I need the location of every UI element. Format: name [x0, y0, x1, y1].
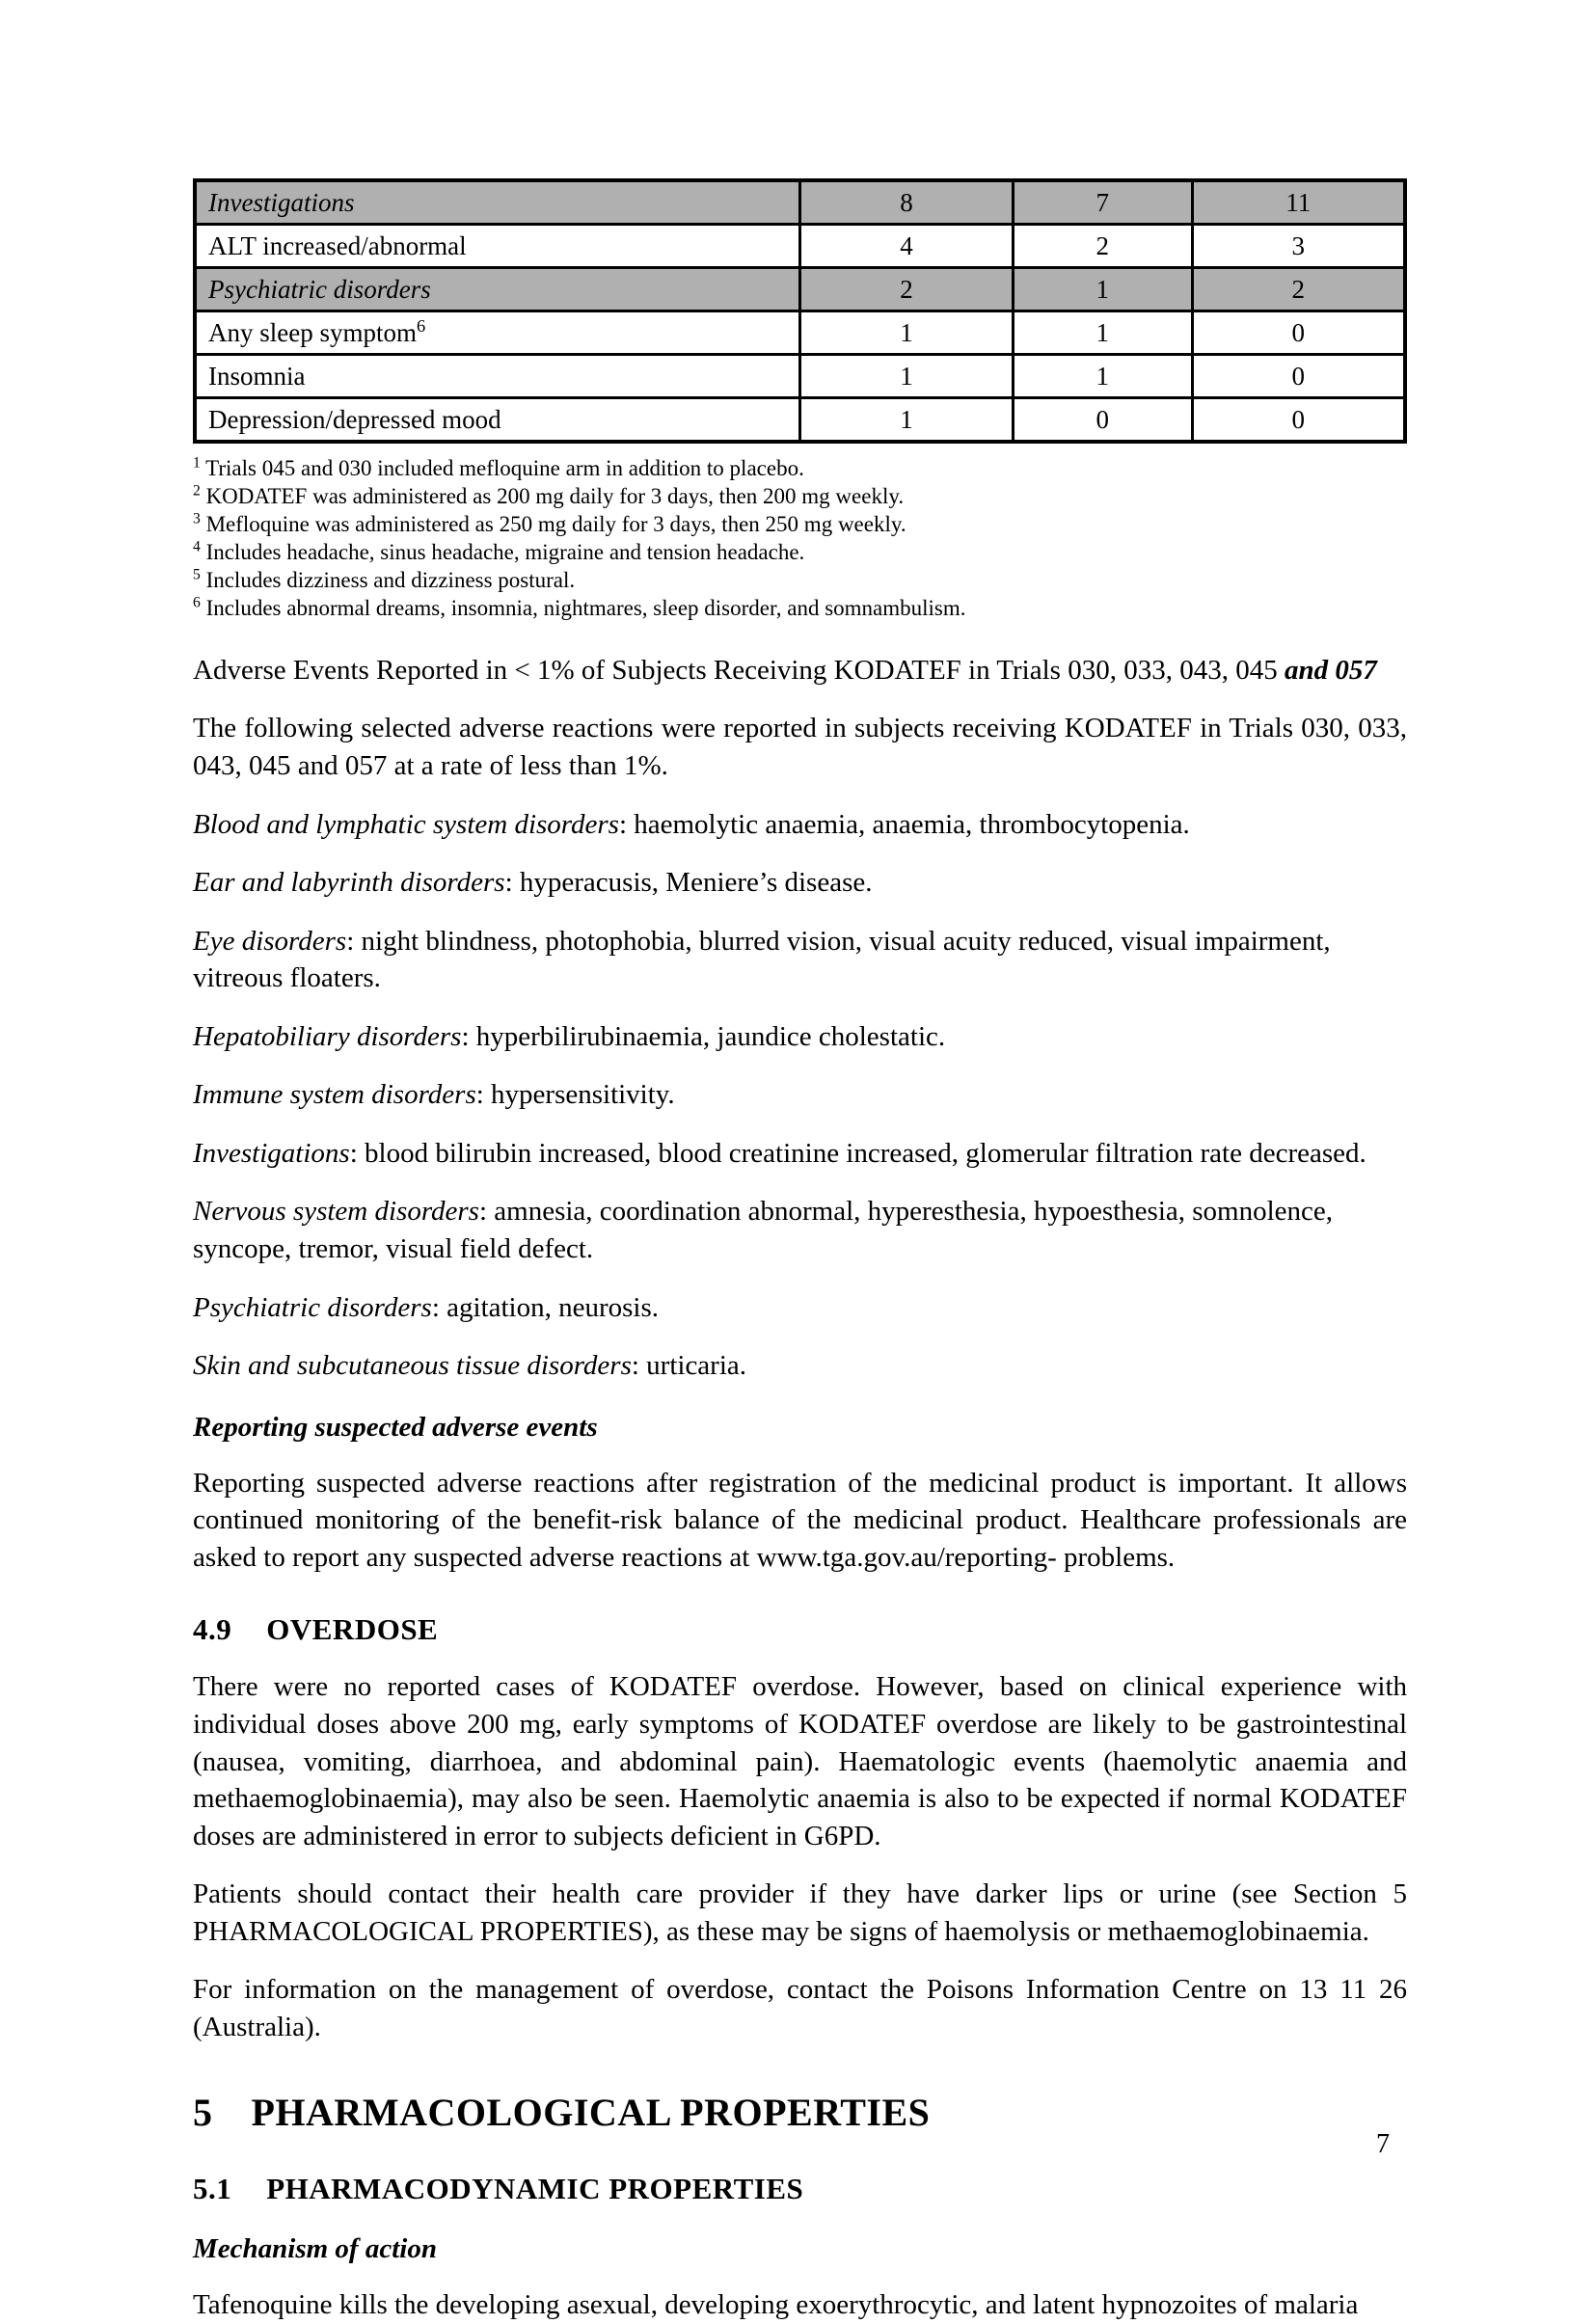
table-cell-value: 11 [1192, 180, 1405, 225]
footnote-marker: 5 [193, 566, 201, 583]
table-cell-value: 2 [800, 268, 1014, 311]
table-cell-value: 1 [1013, 355, 1192, 398]
table-footnotes [193, 455, 1407, 623]
disorder-lead: Investigations [193, 1137, 350, 1169]
disorder-paragraph: Ear and labyrinth disorders: hyperacusis, Meniere’s disease. [193, 867, 873, 899]
footnote-marker: 1 [193, 454, 201, 472]
footnote-marker: 2 [193, 482, 201, 500]
table-cell-value: 3 [1192, 225, 1405, 268]
disorder-lead: Eye disorders [193, 925, 347, 957]
disorder-lead: Skin and subcutaneous tissue disorders [193, 1350, 632, 1382]
disorder-lead: Immune system disorders [193, 1079, 476, 1111]
disorder-list [193, 806, 1407, 1385]
overdose-paragraph-2: Patients should contact their health care provider if they have darker lips or urine (see Section 5 PHARMACOLOGICAL PROPERTIES), as these may be signs of haemolysis or methaemoglobinaemia. [193, 1878, 1407, 1947]
section-5-1-number: 5.1 [193, 2172, 232, 2206]
reporting-suspected-paragraph: Reporting suspected adverse reactions after registration of the medicinal product is important. It allows continued monitoring of the benefit-risk balance of the medicinal product. Healthcare professionals are asked to report any suspected adverse reactions at www.tga.gov.au/reporting- problems. [193, 1467, 1407, 1573]
adverse-events-lt1-heading-main: Adverse Events Reported in < 1% of Subjects Receiving KODATEF in Trials 030, 033, 043, 045 [193, 654, 1285, 686]
table-row [195, 268, 1405, 311]
section-5-heading [193, 2090, 1407, 2135]
table-cell-value: 1 [800, 355, 1014, 398]
table-cell-value: 2 [1013, 225, 1192, 268]
mechanism-of-action-paragraph: Tafenoquine kills the developing asexual, developing exoerythrocytic, and latent hypnozoites of malaria [193, 2289, 1359, 2321]
table-cell-value: 1 [800, 398, 1014, 443]
footnote-marker: 4 [193, 538, 201, 555]
footnote-marker: 6 [417, 315, 426, 336]
section-4-9-title: OVERDOSE [266, 1612, 439, 1647]
reporting-suspected-heading: Reporting suspected adverse events [193, 1411, 598, 1443]
section-5-title: PHARMACOLOGICAL PROPERTIES [251, 2091, 931, 2135]
section-4-9-number: 4.9 [193, 1612, 232, 1647]
disorder-paragraph: Psychiatric disorders: agitation, neurosis. [193, 1291, 660, 1323]
table-cell-value: 7 [1013, 180, 1192, 225]
table-row-label: Any sleep symptom$^6$ [195, 311, 800, 355]
table-cell-value: 0 [1192, 311, 1405, 355]
table-footnote: $^2$ KODATEF was administered as 200 mg daily for 3 days, then 200 mg weekly. [193, 482, 905, 508]
disorder-paragraph: Skin and subcutaneous tissue disorders: urticaria. [193, 1350, 747, 1382]
disorder-paragraph: Hepatobiliary disorders: hyperbilirubinaemia, jaundice cholestatic. [193, 1020, 946, 1052]
adverse-events-table [193, 178, 1407, 444]
footnote-marker: 3 [193, 510, 201, 527]
section-4-9-heading [193, 1612, 1407, 1647]
disorder-lead: Psychiatric disorders [193, 1291, 432, 1323]
table-footnote: $^1$ Trials 045 and 030 included mefloquine arm in addition to placebo. [193, 454, 804, 480]
table-cell-value: 1 [1013, 311, 1192, 355]
disorder-lead: Ear and labyrinth disorders [193, 867, 505, 899]
disorder-lead: Nervous system disorders [193, 1196, 479, 1228]
disorder-paragraph: Blood and lymphatic system disorders: haemolytic anaemia, anaemia, thrombocytopenia. [193, 808, 1190, 840]
table-row-label: Investigations [195, 180, 800, 225]
table-footnote: $^4$ Includes headache, sinus headache, migraine and tension headache. [193, 538, 805, 564]
table-row [195, 225, 1405, 268]
disorder-paragraph: Immune system disorders: hypersensitivity. [193, 1079, 675, 1111]
adverse-events-lt1-heading [193, 652, 1407, 689]
table-row-label: Insomnia [195, 355, 800, 398]
table-footnote: $^6$ Includes abnormal dreams, insomnia, nightmares, sleep disorder, and somnambulism. [193, 594, 966, 620]
overdose-paragraph-1: There were no reported cases of KODATEF overdose. However, based on clinical experience with individual doses above 200 mg, early symptoms of KODATEF overdose are likely to be gastrointestinal (nausea, vomiting, diarrhoea, and abdominal pain). Haematologic events (haemolytic anaemia and methaemoglobinaemia), may also be seen. Haemolytic anaemia is also to be expected if normal KODATEF doses are administered in error to subjects deficient in G6PD. [193, 1671, 1407, 1851]
section-5-1-title: PHARMACODYNAMIC PROPERTIES [266, 2172, 804, 2206]
table-cell-value: 0 [1192, 355, 1405, 398]
overdose-paragraph-3: For information on the management of overdose, contact the Poisons Information Centre on 13 11 26 (Australia). [193, 1974, 1407, 2042]
lt1-intro-paragraph: The following selected adverse reactions were reported in subjects receiving KODATEF in Trials 030, 033, 043, 045 and 057 at a rate of less than 1%. [193, 713, 1407, 781]
table-row-label: Psychiatric disorders [195, 268, 800, 311]
adverse-events-lt1-heading-emphasis: and 057 [1284, 654, 1377, 686]
table-footnote: $^5$ Includes dizziness and dizziness postural. [193, 566, 576, 592]
table-row [195, 355, 1405, 398]
table-cell-value: 2 [1192, 268, 1405, 311]
footnote-marker: 6 [193, 594, 201, 611]
table-cell-value: 0 [1192, 398, 1405, 443]
table-row [195, 311, 1405, 355]
disorder-paragraph: Eye disorders: night blindness, photophobia, blurred vision, visual acuity reduced, visual impairment, vitreous floaters. [193, 925, 1331, 994]
disorder-lead: Hepatobiliary disorders [193, 1020, 462, 1052]
section-5-1-heading [193, 2172, 1407, 2206]
table-footnote: $^3$ Mefloquine was administered as 250 mg daily for 3 days, then 250 mg weekly. [193, 510, 906, 536]
table-row-label: Depression/depressed mood [195, 398, 800, 443]
table-cell-value: 4 [800, 225, 1014, 268]
table-row [195, 180, 1405, 225]
table-row [195, 398, 1405, 443]
table-row-label: ALT increased/abnormal [195, 225, 800, 268]
page-number: 7 [1376, 2129, 1390, 2159]
section-5-number: 5 [193, 2091, 213, 2135]
table-cell-value: 1 [1013, 268, 1192, 311]
disorder-paragraph: Investigations: blood bilirubin increased, blood creatinine increased, glomerular filtration rate decreased. [193, 1137, 1366, 1169]
table-cell-value: 1 [800, 311, 1014, 355]
adverse-events-table-body [195, 180, 1405, 442]
disorder-paragraph: Nervous system disorders: amnesia, coordination abnormal, hyperesthesia, hypoesthesia, somnolence, syncope, tremor, visual field defect. [193, 1196, 1334, 1264]
table-cell-value: 0 [1013, 398, 1192, 443]
disorder-lead: Blood and lymphatic system disorders [193, 808, 619, 840]
mechanism-of-action-heading: Mechanism of action [193, 2233, 437, 2265]
table-cell-value: 8 [800, 180, 1014, 225]
